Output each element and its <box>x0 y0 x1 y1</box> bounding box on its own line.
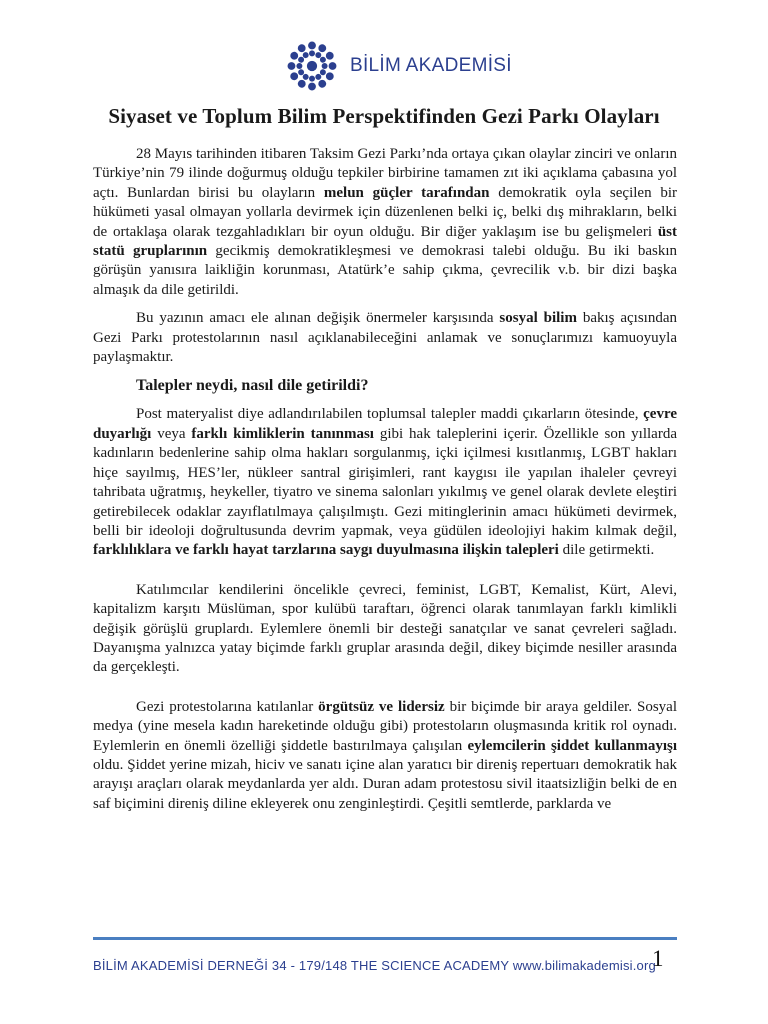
bold-phrase: örgütsüz ve lidersiz <box>318 698 445 715</box>
bold-phrase: eylemcilerin şiddet kullanmayışı <box>467 737 677 754</box>
paragraph-text: veya <box>151 425 192 442</box>
paragraph-text: oldu. Şiddet yerine mizah, hiciv ve sanatı içine alan yaratıcı bir direniş repertuarı demokratik hak arayışı araçları olarak meydanlarda yer aldı. Duran adam protestosu sivil itaatsizliğin belki de en saf biçimini direniş diline ekleyerek onu zenginleştirdi. Çeşitli semtlerde, parklarda ve <box>93 756 677 812</box>
bold-phrase: melun güçler tarafından <box>323 184 490 201</box>
paragraph-protests <box>93 698 677 814</box>
paragraph-text: 28 Mayıs tarihinden itibaren Taksim Gezi Parkı’nda ortaya çıkan olaylar zinciri ve onların Türkiye’nin 79 ilinde doğurmuş olduğu tepkiler birbirine tamamen zıt iki açıklama çabasına yol açtı. Bunlardan birisi bu olayların <box>93 146 677 201</box>
footer-text: BİLİM AKADEMİSİ DERNEĞİ 34 - 179/148 THE SCIENCE ACADEMY www.bilimakademisi.org <box>93 958 656 973</box>
paragraph-text: Post materyalist diye adlandırılabilen toplumsal talepler maddi çıkarların ötesinde, <box>136 406 644 423</box>
header-logo <box>284 38 512 94</box>
document-title: Siyaset ve Toplum Bilim Perspektifinden Gezi Parkı Olayları <box>108 104 660 128</box>
bold-phrase: sosyal bilim <box>499 310 577 327</box>
logo-text: BİLİM AKADEMİSİ <box>350 55 512 76</box>
paragraph-demands <box>93 405 677 560</box>
page-number: 1 <box>652 946 664 971</box>
paragraph-text: Bu yazının amacı ele alınan değişik önermeler karşısında <box>136 310 500 327</box>
paragraph-intro <box>93 145 677 300</box>
paragraph-text: gecikmiş demokratikleşmesi ve demokrasi talebi olduğu. Bu iki baskın görüşün yanısıra laikliğin korunması, Atatürk’e sahip çıkma, çevrecilik v.b. bir dizi başka almaşık da dile getirildi. <box>93 243 677 298</box>
bold-phrase: farklı kimliklerin tanınması <box>191 425 374 442</box>
bold-phrase: farklılıklara ve farklı hayat tarzlarına saygı duyulmasına ilişkin talepleri <box>93 542 559 559</box>
paragraph-participants <box>93 581 677 678</box>
paragraph-text: Gezi protestolarına katılanlar <box>136 698 319 715</box>
paragraph-text: demokratik oyla seçilen bir hükümeti yasal olmayan yollarla devirmek için düzenlenen belki iç, belki dış mihrakların, belki de ortaklaşa olarak tezgahladıkları bir oyun olduğu. Bir diğer yaklaşım ise bu gelişmeleri <box>93 184 678 240</box>
section-heading: Talepler neydi, nasıl dile getirildi? <box>136 377 369 395</box>
paragraph-text: bakış açısından Gezi Parkı protestolarının nasıl açıklanabileceğini anlamak ve sonuçlarımızı kamuoyuyla paylaşmaktır. <box>93 310 677 366</box>
bilim-akademisi-logo-icon <box>284 38 340 94</box>
paragraph-text: gibi hak taleplerini içerir. Özellikle son yıllarda kadınların bedenlerine sahip olma hakları sorgulanmış, içki içilmesi kısıtlanmış, LGBT hakları hiçe sayılmış, HES’ler, nükleer santral girişimleri, rant kaygısı ile yapılan ihaleler çevreyi tahribata uğratmış, heykeller, tiyatro ve sinema salonları yıkılmış ve genel olarak devlete eleştiri getirebilecek odaklar zayıflatılmaya çalışılmıştı. Gezi mitinglerinin amacı hükümeti devirmek, belli bir ideoloji doğrultusunda devrim yapmak, veya güdülen ideolojiyi hakim kılmak değil, <box>93 425 677 539</box>
paragraph-text: Katılımcılar kendilerini öncelikle çevreci, feminist, LGBT, Kemalist, Kürt, Alevi, kapitalizm karşıtı Müslüman, spor kulübü taraftarı, öğrenci olarak tanımlayan farklı kimlikli değişik görüşlü gruplardı. Eylemlere önemli bir desteği sanatçılar ve sanat çevreleri sağladı. Dayanışma yalnızca yatay biçimde farklı gruplar arasında değil, dikey biçimde nesiller arasında da gerçekleşti. <box>93 581 677 676</box>
document-body <box>93 145 677 814</box>
paragraph-text: dile getirmekti. <box>558 542 655 559</box>
bold-phrase: çevre duyarlığı <box>93 406 677 442</box>
paragraph-text: bir biçimde bir araya geldiler. Sosyal medya (yine mesela kadın hareketinde olduğu gibi) protestoların oluşmasında kritik rol oynadı. Eylemlerin en önemli özelliği şiddetle bastırılmaya çalışılan <box>93 698 677 754</box>
bold-phrase: üst statü gruplarının <box>93 223 677 260</box>
footer-divider <box>93 937 677 940</box>
paragraph-purpose <box>93 309 677 367</box>
